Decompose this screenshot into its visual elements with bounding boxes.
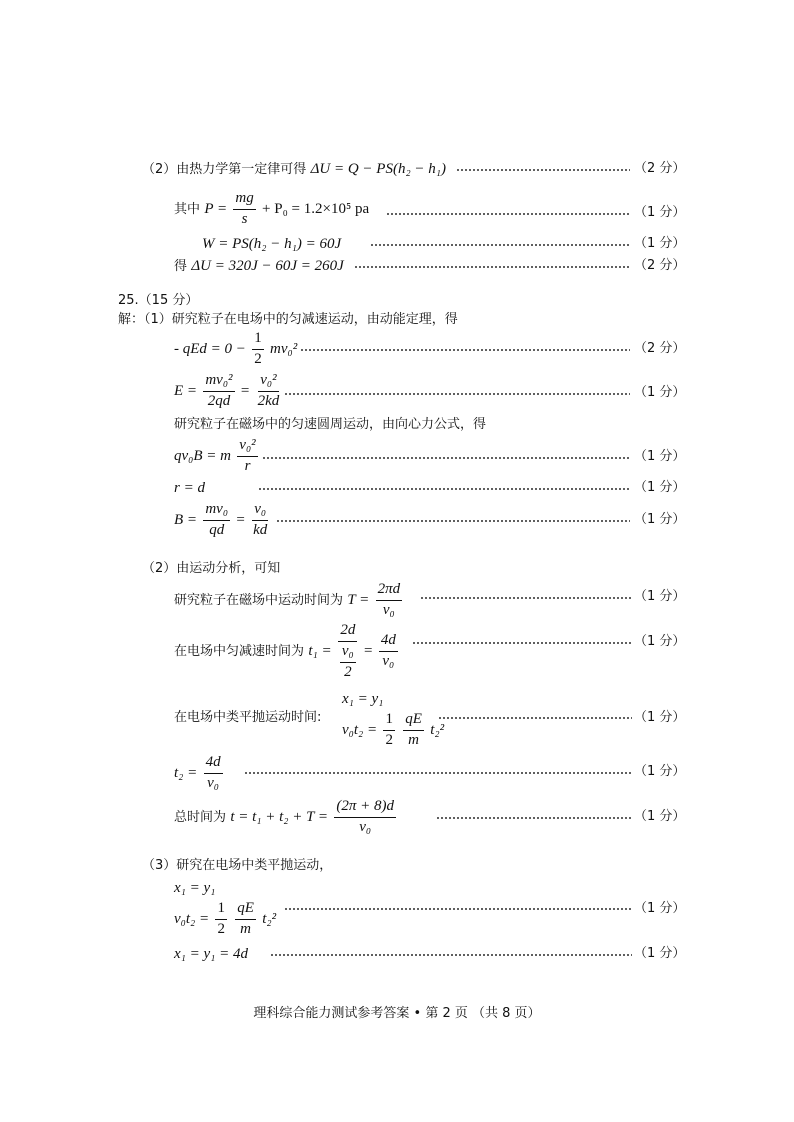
pressure-fraction	[233, 191, 255, 228]
fraction-numerator: (2π + 8)d	[334, 799, 396, 818]
projectile-equation	[342, 712, 444, 749]
total-time-line	[174, 799, 398, 836]
q24-part2-intro: （2）由热力学第一定律可得	[142, 162, 307, 177]
q25-part1-intro-line	[118, 313, 458, 326]
fraction-denominator: r	[244, 457, 251, 474]
fraction-numerator: mv₀	[203, 502, 230, 521]
b-field-fraction-1	[203, 502, 230, 539]
solution-label: 解：	[118, 312, 145, 327]
fraction-numerator: qE	[403, 712, 424, 731]
work-equation: W = PS(h₂ − h₁) = 60J	[202, 236, 342, 252]
part1-intro: （1）研究粒子在电场中的匀减速运动，由动能定理，得	[144, 312, 458, 327]
fraction-numerator: qE	[235, 901, 256, 920]
result-equation: ΔU = 320J − 60J = 260J	[191, 258, 344, 274]
fraction-numerator: 1	[252, 331, 264, 350]
equals-sign: =	[240, 382, 250, 399]
fraction-numerator: v₀	[340, 644, 356, 663]
centripetal-equation	[174, 438, 260, 475]
half-fraction	[252, 331, 264, 368]
xy-equal: x₁ = y₁	[342, 691, 384, 707]
decel-time-label: 在电场中匀减速时间为	[174, 644, 305, 660]
dot-leader	[262, 457, 630, 459]
total-time-label: 总时间为	[174, 809, 227, 825]
dot-leader	[270, 954, 632, 956]
nested-fraction	[340, 644, 356, 681]
dot-leader	[438, 717, 632, 719]
fraction-numerator: mg	[233, 191, 255, 210]
score: （2 分）	[634, 258, 686, 273]
decel-time-fraction	[379, 633, 398, 670]
fraction-numerator: mv₀²	[203, 373, 234, 392]
fraction-denominator: 2	[217, 920, 225, 937]
score: （1 分）	[634, 449, 686, 464]
magnetic-intro: 研究粒子在磁场中的匀速圆周运动，由向心力公式，得	[174, 417, 487, 432]
where-label: 其中	[174, 201, 201, 217]
score: （1 分）	[634, 385, 686, 400]
pressure-rhs: + P₀ = 1.2×10⁵ pa	[262, 200, 370, 217]
dot-leader	[354, 266, 630, 268]
fraction-denominator: v₀	[359, 818, 372, 835]
magnetic-time-label: 研究粒子在磁场中运动时间为	[174, 592, 344, 608]
fraction-denominator: 2kd	[257, 392, 280, 409]
dot-leader	[276, 520, 630, 522]
fraction-numerator: v₀²	[237, 438, 257, 457]
score: （1 分）	[634, 901, 686, 916]
compound-fraction	[338, 623, 358, 680]
fraction-denominator: s	[241, 210, 248, 227]
magnetic-time-line	[174, 582, 404, 619]
fraction-numerator: 4d	[379, 633, 398, 652]
b-field-lhs: B =	[174, 511, 198, 528]
projectile-lhs: v₀t₂ =	[174, 910, 210, 927]
t2-fraction	[204, 755, 223, 792]
fraction-denominator: v₀	[207, 774, 219, 791]
decel-time-lhs: t₁ =	[308, 643, 332, 660]
fraction-numerator: 2πd	[376, 582, 403, 601]
energy-equation	[174, 331, 297, 368]
q24-first-law-equation: ΔU = Q − PS(h₂ − h₁)	[310, 161, 446, 177]
t2-lhs: t₂ =	[174, 764, 198, 781]
centripetal-fraction	[237, 438, 257, 475]
fraction-numerator: 4d	[204, 755, 223, 774]
q24-result-line	[174, 259, 344, 274]
score: （1 分）	[634, 236, 686, 251]
projectile-rhs: t₂²	[262, 910, 277, 927]
acceleration-fraction	[235, 901, 256, 938]
magnetic-time-lhs: T =	[347, 591, 370, 608]
field-equation	[174, 373, 283, 410]
half-fraction	[215, 901, 227, 938]
fraction-denominator: 2	[344, 663, 352, 680]
score: （1 分）	[634, 710, 686, 725]
score: （2 分）	[634, 161, 686, 176]
fraction-numerator: v₀²	[258, 373, 278, 392]
fraction-denominator: v₀	[382, 601, 395, 618]
q24-pressure-line	[174, 191, 369, 228]
half-fraction	[383, 712, 395, 749]
fraction-denominator: 2	[385, 731, 393, 748]
score: （1 分）	[634, 512, 686, 527]
field-fraction-2	[256, 373, 282, 410]
equals-sign: =	[364, 643, 373, 660]
energy-lhs: - qEd = 0 −	[174, 340, 246, 357]
part3-intro: （3）研究在电场中类平抛运动，	[142, 858, 333, 873]
score: （1 分）	[634, 634, 686, 649]
score: （1 分）	[634, 946, 686, 961]
result-label: 得	[174, 259, 188, 274]
fraction-denominator	[338, 642, 358, 681]
final-displacement: x₁ = y₁ = 4d	[174, 946, 248, 962]
dot-leader	[386, 213, 630, 215]
total-time-fraction	[334, 799, 396, 836]
radius-equation: r = d	[174, 480, 205, 496]
b-field-fraction-2	[251, 502, 269, 539]
q25-header: 25.（15 分）	[118, 293, 199, 308]
energy-rhs: mv₀²	[270, 340, 298, 357]
score: （1 分）	[634, 205, 686, 220]
total-time-lhs: t = t₁ + t₂ + T =	[230, 808, 329, 825]
acceleration-fraction	[403, 712, 424, 749]
fraction-denominator: qd	[209, 521, 225, 538]
centripetal-lhs: qv₀B = m	[174, 447, 231, 464]
page-footer: 理科综合能力测试参考答案 • 第 2 页 （共 8 页）	[253, 1006, 541, 1021]
dot-leader	[258, 488, 630, 490]
b-field-equation	[174, 502, 271, 539]
fraction-numerator: v₀	[252, 502, 268, 521]
field-fraction-1	[203, 373, 234, 410]
projectile-equation-2	[174, 901, 276, 938]
score: （1 分）	[634, 764, 686, 779]
xy-equal: x₁ = y₁	[174, 880, 216, 896]
projectile-rhs: t₂²	[430, 721, 445, 738]
fraction-numerator: 1	[383, 712, 395, 731]
projectile-lhs: v₀t₂ =	[342, 721, 378, 738]
fraction-numerator: 2d	[338, 623, 357, 642]
t2-equation	[174, 755, 225, 792]
part2-intro: （2）由运动分析，可知	[142, 561, 281, 576]
score: （1 分）	[634, 589, 686, 604]
fraction-numerator: 1	[215, 901, 227, 920]
field-lhs: E =	[174, 382, 198, 399]
fraction-denominator: m	[408, 731, 419, 748]
fraction-denominator: m	[240, 920, 251, 937]
dot-leader	[284, 393, 630, 395]
dot-leader	[370, 244, 630, 246]
fraction-denominator: 2	[254, 350, 262, 367]
score: （1 分）	[634, 809, 686, 824]
dot-leader	[284, 908, 632, 910]
decel-time-line	[174, 623, 400, 680]
dot-leader	[412, 642, 632, 644]
dot-leader	[300, 349, 630, 351]
dot-leader	[456, 169, 630, 171]
fraction-denominator: kd	[253, 521, 268, 538]
projectile-label: 在电场中类平抛运动时间:	[174, 710, 322, 725]
dot-leader	[244, 772, 632, 774]
dot-leader	[436, 817, 632, 819]
dot-leader	[420, 597, 632, 599]
equals-sign: =	[236, 511, 245, 528]
q24-part2-line	[142, 162, 446, 177]
fraction-denominator: 2qd	[207, 392, 231, 409]
score: （1 分）	[634, 480, 686, 495]
pressure-lhs: P =	[204, 200, 228, 217]
score: （2 分）	[634, 341, 686, 356]
fraction-denominator: v₀	[382, 653, 395, 670]
magnetic-time-fraction	[376, 582, 403, 619]
